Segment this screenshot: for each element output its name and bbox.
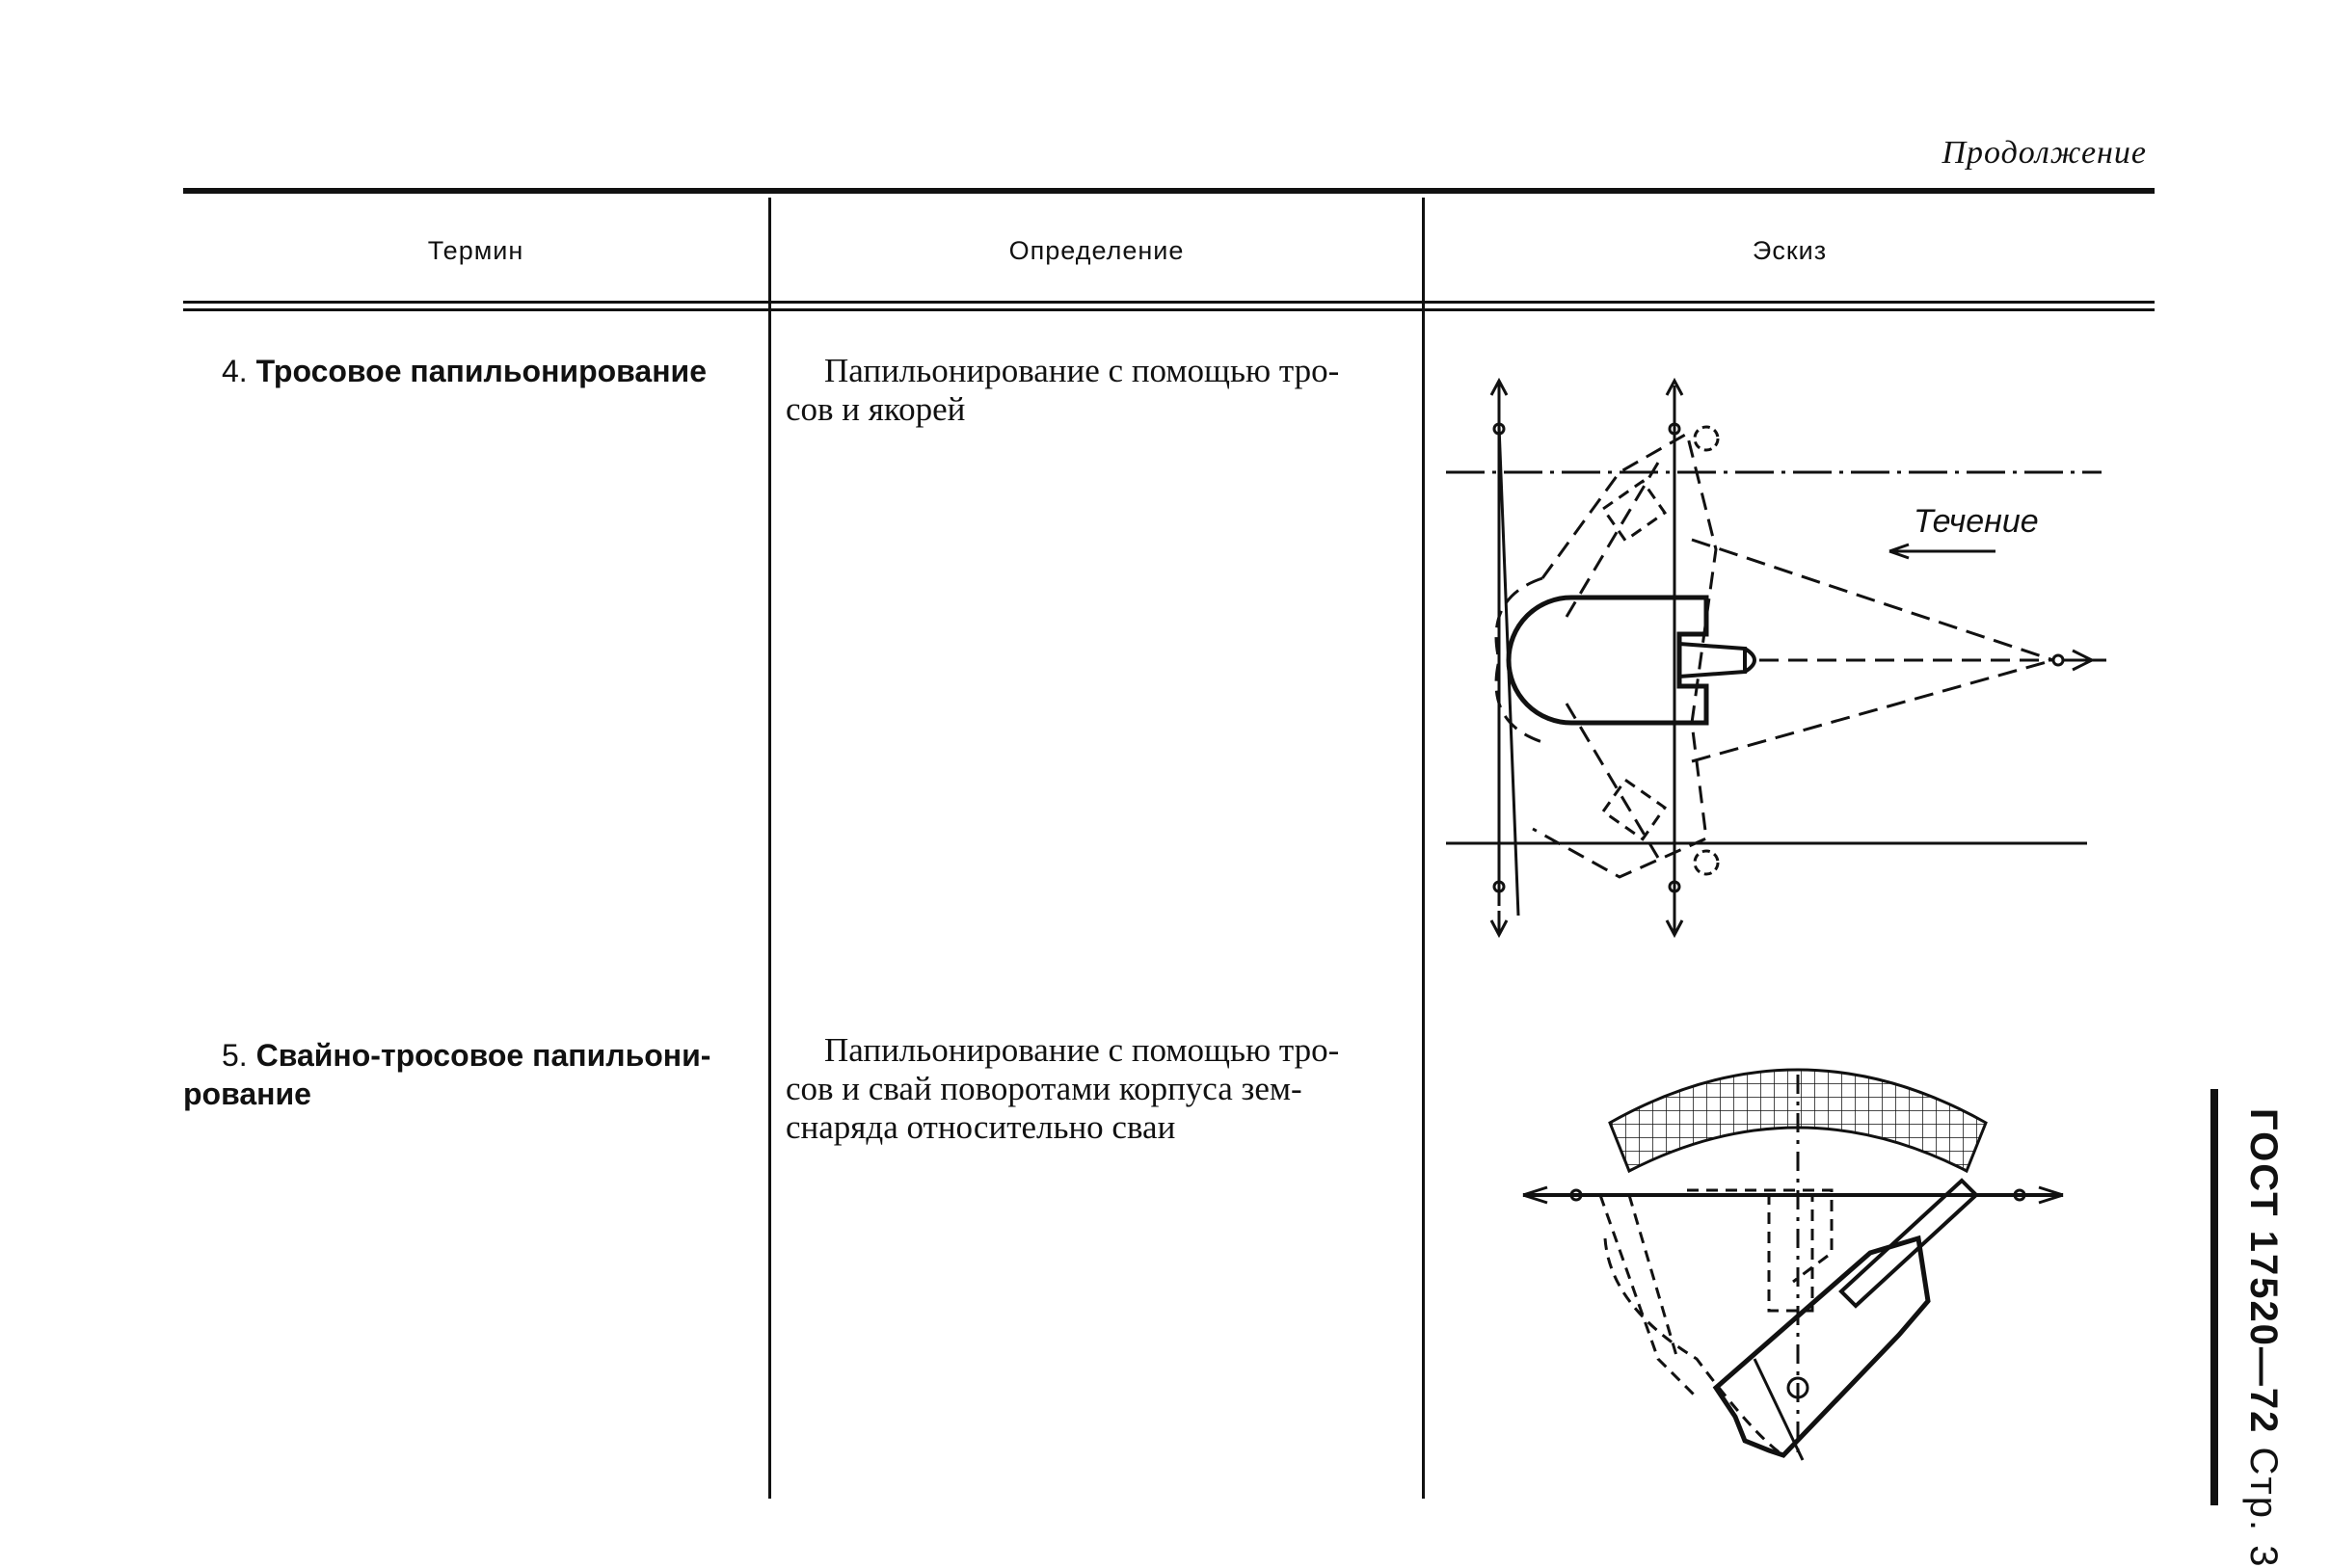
definition-line: Папильонирование с помощью тро- <box>824 352 1340 389</box>
definition-line: Папильонирование с помощью тро- <box>824 1031 1340 1069</box>
column-divider-2 <box>1422 198 1425 1499</box>
column-header-term: Термин <box>427 236 524 265</box>
page-number: Стр. 3 <box>2242 1447 2285 1568</box>
term-title-line: рование <box>183 1076 311 1111</box>
term-4 <box>222 352 762 390</box>
column-divider-1 <box>768 198 771 1499</box>
term-number: 4. <box>222 354 248 388</box>
column-header-definition: Определение <box>1008 236 1185 265</box>
definition-4 <box>786 352 1407 429</box>
column-header-sketch: Эскиз <box>1752 236 1828 265</box>
definition-line: сов и свай поворотами корпуса зем- <box>786 1070 1302 1107</box>
continuation-label: Продолжение <box>1942 135 2147 171</box>
sketch-cable-swinging <box>1427 376 2159 935</box>
definition-5 <box>786 1031 1407 1147</box>
definition-line: снаряда относительно сваи <box>786 1108 1176 1146</box>
standard-number <box>2241 1108 2285 1568</box>
term-title-line: Свайно-тросовое папильони- <box>255 1038 711 1073</box>
table-top-rule <box>183 188 2155 194</box>
table-header-rule-2 <box>183 308 2155 311</box>
term-title: Тросовое папильонирование <box>255 354 708 388</box>
sidebar-rule <box>2210 1089 2218 1505</box>
table-header-rule <box>183 301 2155 304</box>
term-number: 5. <box>222 1038 248 1073</box>
term-5 <box>183 1036 762 1113</box>
definition-line: сов и якорей <box>786 390 966 428</box>
standard-id: ГОСТ 17520—72 <box>2242 1108 2285 1435</box>
sketch-current-label: Течение <box>1914 503 2039 540</box>
sketch-pile-swinging <box>1504 1070 2082 1475</box>
